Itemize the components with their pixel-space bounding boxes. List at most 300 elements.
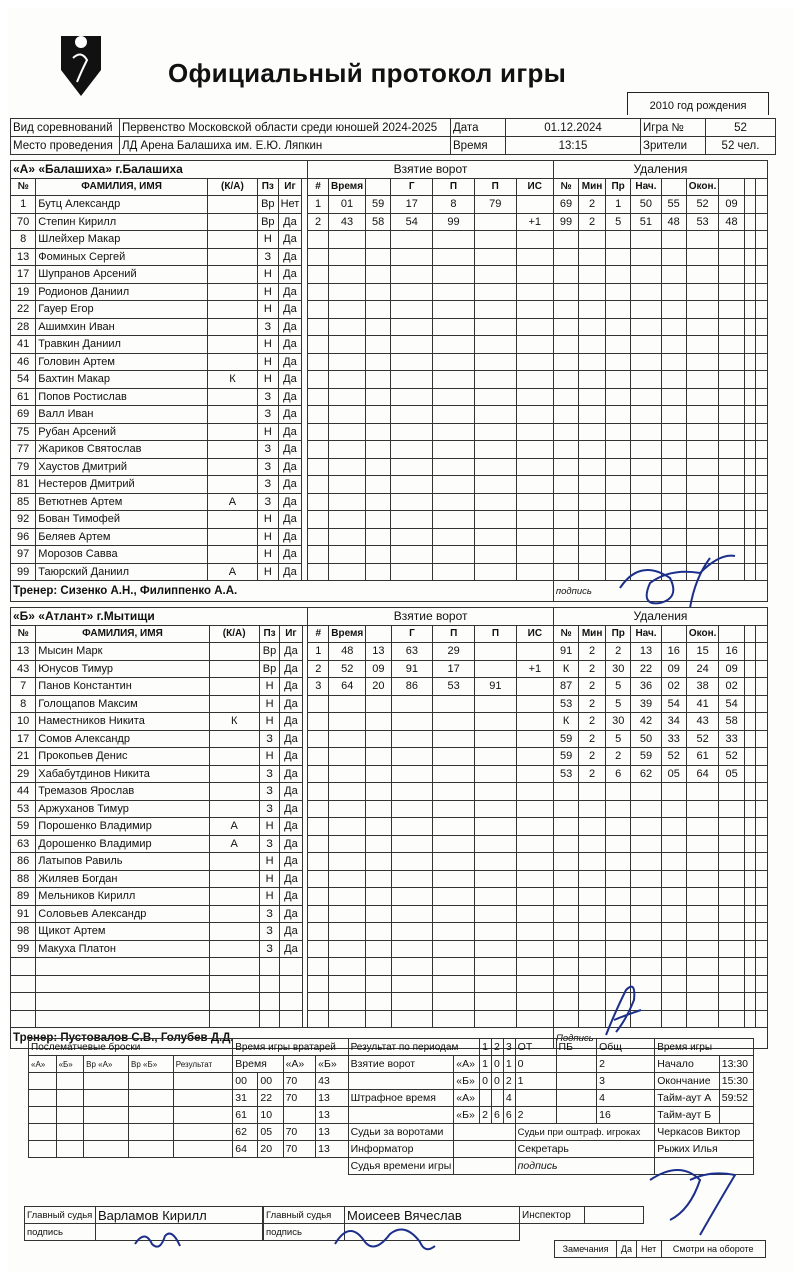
player-role xyxy=(207,528,257,546)
player-played: Да xyxy=(278,441,302,459)
goal-second xyxy=(366,695,391,713)
goal-situation xyxy=(516,643,553,661)
player-role xyxy=(207,423,257,441)
penalty-reason xyxy=(605,905,630,923)
goal-number xyxy=(308,563,329,581)
penalty-minutes: 2 xyxy=(579,713,606,731)
player-role xyxy=(207,196,257,214)
player-position: Н xyxy=(258,528,279,546)
period-value: 0 xyxy=(491,1073,503,1090)
goal-minute xyxy=(329,336,366,354)
gk-team-a xyxy=(283,1107,316,1124)
time-label: Тайм-аут Б xyxy=(655,1107,720,1124)
player-position: Н xyxy=(258,423,279,441)
goal-assist-2 xyxy=(475,643,517,661)
goal-assist-2 xyxy=(475,695,517,713)
penalty-start-min xyxy=(631,800,661,818)
gk-second: 00 xyxy=(258,1073,283,1090)
player-name: Нестеров Дмитрий xyxy=(36,476,208,494)
player-role xyxy=(207,213,257,231)
player-played: Да xyxy=(278,476,302,494)
player-name: Соловьев Александр xyxy=(36,905,209,923)
penalty-end-sec xyxy=(719,528,744,546)
penalty-player xyxy=(553,283,578,301)
col-header xyxy=(756,625,768,643)
penalty-extra xyxy=(744,248,756,266)
period-goals-a: 1 xyxy=(503,1056,515,1073)
goal-number xyxy=(308,318,329,336)
team-title: «А» «Балашиха» г.Балашиха xyxy=(11,161,308,179)
col-header: ФАМИЛИЯ, ИМЯ xyxy=(36,178,208,196)
time-value: 59:52 xyxy=(719,1090,753,1107)
goal-situation xyxy=(516,283,553,301)
penalty-reason xyxy=(605,388,630,406)
goal-number xyxy=(308,975,329,993)
player-row xyxy=(11,283,768,301)
penalty-end-sec xyxy=(719,975,744,993)
goal-number xyxy=(308,511,329,529)
goal-situation xyxy=(516,423,553,441)
penalty-start-min xyxy=(631,353,661,371)
remarks-no[interactable]: Нет xyxy=(636,1241,661,1258)
secretary-sign-label: подпись xyxy=(515,1158,655,1175)
goal-scorer xyxy=(391,835,433,853)
goal-second xyxy=(366,301,391,319)
player-name: Бахтин Макар xyxy=(36,371,208,389)
goal-number xyxy=(308,818,329,836)
player-played xyxy=(280,1010,302,1028)
penalty-extra xyxy=(756,283,768,301)
penalty-end-min xyxy=(686,441,719,459)
col-header: # xyxy=(308,625,329,643)
col-header: Нач. xyxy=(631,625,661,643)
shootout-cell xyxy=(84,1141,129,1158)
goal-number xyxy=(308,888,329,906)
goal-assist-2 xyxy=(474,353,516,371)
penalty-end-sec: 48 xyxy=(719,213,744,231)
penalty-minutes: 2 xyxy=(579,748,606,766)
penalty-player xyxy=(553,905,578,923)
goal-assist-1 xyxy=(433,695,475,713)
penalty-extra xyxy=(756,748,768,766)
player-played: Да xyxy=(278,301,302,319)
penalty-reason xyxy=(605,888,630,906)
penalty-player xyxy=(553,563,578,581)
penalty-extra xyxy=(744,1010,756,1028)
goal-second: 20 xyxy=(366,678,391,696)
penalty-reason xyxy=(605,800,630,818)
player-row xyxy=(11,905,768,923)
period-goals-a: 2 xyxy=(597,1056,655,1073)
player-role xyxy=(209,695,259,713)
player-name: Хаустов Дмитрий xyxy=(36,458,208,476)
penalty-end-min xyxy=(686,353,719,371)
penalty-minutes xyxy=(579,888,606,906)
penalty-extra xyxy=(744,423,756,441)
player-name: Родионов Даниил xyxy=(36,283,208,301)
player-name: Степин Кирилл xyxy=(36,213,208,231)
shootout-title: Послематчевые броски xyxy=(29,1039,233,1056)
goal-assist-2 xyxy=(475,870,517,888)
goal-assist-1 xyxy=(433,476,475,494)
goal-second xyxy=(366,975,391,993)
period-goals-a: 0 xyxy=(515,1056,556,1073)
goal-assist-1 xyxy=(433,888,475,906)
player-played: Да xyxy=(278,353,302,371)
team-title-row xyxy=(11,161,768,179)
penalty-player: 87 xyxy=(553,678,578,696)
penalty-extra xyxy=(756,783,768,801)
penalty-end-min xyxy=(686,783,719,801)
penalty-extra xyxy=(744,476,756,494)
penalty-reason: 30 xyxy=(605,660,630,678)
penalty-start-min xyxy=(631,818,661,836)
penalty-start-sec: 09 xyxy=(661,660,686,678)
penalty-start-min xyxy=(631,783,661,801)
goal-minute xyxy=(329,818,366,836)
penalty-end-sec xyxy=(719,318,744,336)
penalty-extra xyxy=(744,713,756,731)
goal-situation xyxy=(516,528,553,546)
penalty-start-sec xyxy=(661,800,686,818)
goal-assist-2 xyxy=(475,905,517,923)
penalty-start-sec xyxy=(661,993,686,1011)
penalty-end-sec xyxy=(719,818,744,836)
goal-assist-2 xyxy=(474,283,516,301)
penalty-extra xyxy=(744,563,756,581)
player-name: Хабабутдинов Никита xyxy=(36,765,209,783)
goal-assist-2 xyxy=(474,266,516,284)
penalty-minutes: 2 xyxy=(579,643,606,661)
player-role xyxy=(209,958,259,976)
penalties-header: Удаления xyxy=(553,161,767,179)
player-played: Да xyxy=(280,643,302,661)
shootout-cell xyxy=(173,1090,233,1107)
penalty-extra xyxy=(756,678,768,696)
player-number: 19 xyxy=(11,283,36,301)
col-header: ИС xyxy=(516,625,553,643)
gk-team-b: 13 xyxy=(316,1090,348,1107)
player-name: Мысин Марк xyxy=(36,643,209,661)
goal-scorer xyxy=(391,248,433,266)
penalty-extra xyxy=(756,958,768,976)
goal-minute xyxy=(329,476,366,494)
penalty-extra xyxy=(744,511,756,529)
player-role xyxy=(209,853,259,871)
goal-assist-2 xyxy=(475,993,517,1011)
goal-minute xyxy=(329,528,366,546)
player-position: З xyxy=(259,940,280,958)
goal-assist-1 xyxy=(433,353,475,371)
period-value: 2 xyxy=(480,1107,492,1124)
penalty-reason xyxy=(605,283,630,301)
penalty-end-min: 52 xyxy=(686,730,719,748)
goal-scorer xyxy=(391,301,433,319)
player-number: 7 xyxy=(11,678,36,696)
goal-number xyxy=(308,301,329,319)
player-role xyxy=(209,1010,259,1028)
goal-situation xyxy=(516,458,553,476)
player-position: Н xyxy=(259,888,280,906)
goal-situation xyxy=(516,993,553,1011)
penalty-reason xyxy=(605,528,630,546)
goal-assist-1: 29 xyxy=(433,643,475,661)
penalty-start-min xyxy=(631,476,661,494)
player-name: Панов Константин xyxy=(36,678,209,696)
penalty-player: 59 xyxy=(553,748,578,766)
penalty-start-sec xyxy=(661,905,686,923)
player-position: Н xyxy=(258,301,279,319)
player-position: Вр xyxy=(258,196,279,214)
goal-minute xyxy=(329,266,366,284)
penalty-end-sec xyxy=(719,231,744,249)
player-role xyxy=(209,783,259,801)
penalty-end-min xyxy=(686,371,719,389)
goal-minute xyxy=(329,940,366,958)
team-title-row xyxy=(11,608,768,626)
remarks-label: Замечания xyxy=(555,1241,617,1258)
goal-second xyxy=(366,563,391,581)
penalty-extra xyxy=(756,713,768,731)
penalty-extra xyxy=(756,643,768,661)
player-row xyxy=(11,730,768,748)
player-name xyxy=(36,958,209,976)
player-number: 79 xyxy=(11,458,36,476)
goal-assist-1 xyxy=(433,818,475,836)
player-number: 59 xyxy=(11,818,36,836)
period-value: 1 xyxy=(515,1073,556,1090)
goal-scorer: 17 xyxy=(391,196,433,214)
penalty-reason: 30 xyxy=(605,713,630,731)
penalty-minutes: 2 xyxy=(579,213,606,231)
goal-second xyxy=(366,336,391,354)
penalty-player: 69 xyxy=(553,196,578,214)
goal-number xyxy=(308,371,329,389)
col-header: П xyxy=(433,178,475,196)
goal-scorer xyxy=(391,940,433,958)
goal-minute xyxy=(329,231,366,249)
player-role xyxy=(209,748,259,766)
penalty-end-sec: 05 xyxy=(719,765,744,783)
time-label: Окончание xyxy=(655,1073,720,1090)
goal-scorer xyxy=(391,818,433,836)
player-position: Н xyxy=(258,371,279,389)
goal-situation: +1 xyxy=(516,660,553,678)
penalty-start-min xyxy=(631,528,661,546)
penalty-minutes xyxy=(579,511,606,529)
period-value: 0 xyxy=(480,1073,492,1090)
goal-situation xyxy=(516,783,553,801)
penalty-end-min xyxy=(686,528,719,546)
goal-scorer xyxy=(391,765,433,783)
penalty-extra xyxy=(756,975,768,993)
player-row xyxy=(11,660,768,678)
penalty-minutes xyxy=(579,783,606,801)
player-played: Да xyxy=(280,940,302,958)
goal-number xyxy=(308,388,329,406)
gk-second: 05 xyxy=(258,1124,283,1141)
goal-scorer xyxy=(391,388,433,406)
goal-number xyxy=(308,765,329,783)
player-name: Жариков Святослав xyxy=(36,441,208,459)
goal-number: 1 xyxy=(308,643,329,661)
penalty-end-min xyxy=(686,888,719,906)
penalty-start-min: 59 xyxy=(631,748,661,766)
goal-scorer xyxy=(391,441,433,459)
goal-situation xyxy=(516,336,553,354)
time-value: 13:15 xyxy=(506,137,641,155)
player-row xyxy=(11,318,768,336)
col-header xyxy=(366,178,391,196)
goal-scorer xyxy=(391,423,433,441)
penalty-end-min: 64 xyxy=(686,765,719,783)
player-role xyxy=(209,993,259,1011)
player-position: Н xyxy=(258,511,279,529)
goal-situation xyxy=(516,800,553,818)
goal-second xyxy=(366,835,391,853)
penalty-end-min: 53 xyxy=(686,213,719,231)
player-played: Нет xyxy=(278,196,302,214)
col-header xyxy=(366,625,391,643)
goal-situation xyxy=(516,748,553,766)
penalty-end-min xyxy=(686,423,719,441)
penalty-minutes xyxy=(579,336,606,354)
penalty-minutes xyxy=(579,301,606,319)
player-number: 99 xyxy=(11,940,36,958)
shootout-col: Вр «А» xyxy=(84,1056,129,1073)
goal-assist-2 xyxy=(475,835,517,853)
penalty-extra xyxy=(756,660,768,678)
shootout-cell xyxy=(173,1073,233,1090)
player-row xyxy=(11,643,768,661)
goal-number xyxy=(308,493,329,511)
goal-assist-2 xyxy=(475,783,517,801)
goal-minute xyxy=(329,888,366,906)
goal-second: 59 xyxy=(366,196,391,214)
goal-situation xyxy=(516,1010,553,1028)
penalty-player xyxy=(553,923,578,941)
goal-number xyxy=(308,940,329,958)
goal-minute xyxy=(329,371,366,389)
goal-minute xyxy=(329,923,366,941)
goal-assist-1 xyxy=(433,318,475,336)
period-goals-a: 0 xyxy=(491,1056,503,1073)
coach-b-signature xyxy=(596,980,656,1040)
penalty-extra xyxy=(756,371,768,389)
goal-second: 13 xyxy=(366,643,391,661)
period-value: 16 xyxy=(597,1107,655,1124)
player-position xyxy=(259,975,280,993)
player-row xyxy=(11,800,768,818)
col-header xyxy=(719,178,744,196)
shootout-cell xyxy=(29,1107,57,1124)
player-position: З xyxy=(258,458,279,476)
penalty-extra xyxy=(744,371,756,389)
goal-second xyxy=(366,283,391,301)
penalty-extra xyxy=(744,818,756,836)
penalty-end-min xyxy=(686,388,719,406)
goal-assist-2 xyxy=(474,528,516,546)
goal-situation xyxy=(516,353,553,371)
goal-minute xyxy=(329,458,366,476)
penalty-end-sec xyxy=(719,336,744,354)
penalty-minutes xyxy=(579,248,606,266)
shootout-cell xyxy=(129,1107,174,1124)
penalty-start-sec xyxy=(661,458,686,476)
goal-minute xyxy=(329,783,366,801)
player-role: А xyxy=(207,493,257,511)
penalty-extra xyxy=(756,765,768,783)
goal-scorer xyxy=(391,406,433,424)
gk-col: «Б» xyxy=(316,1056,348,1073)
competition-value: Первенство Московской области среди юношей 2024-2025 xyxy=(120,119,451,137)
penalty-start-sec xyxy=(661,283,686,301)
player-position: З xyxy=(258,318,279,336)
player-played: Да xyxy=(280,923,302,941)
player-role: А xyxy=(209,818,259,836)
player-number xyxy=(11,1010,36,1028)
player-row xyxy=(11,940,768,958)
goal-assist-1 xyxy=(433,493,475,511)
player-number: 8 xyxy=(11,231,36,249)
goal-minute xyxy=(329,283,366,301)
player-position: З xyxy=(259,765,280,783)
goal-second xyxy=(366,511,391,529)
goal-scorer xyxy=(391,695,433,713)
penalty-minutes xyxy=(579,388,606,406)
player-played: Да xyxy=(280,800,302,818)
goal-assist-1 xyxy=(433,853,475,871)
goal-number xyxy=(308,458,329,476)
time-label: Тайм-аут А xyxy=(655,1090,720,1107)
penalty-start-min xyxy=(631,371,661,389)
col-header: Г xyxy=(391,625,433,643)
penalty-extra xyxy=(744,748,756,766)
penalty-start-min xyxy=(631,923,661,941)
penalty-extra xyxy=(756,800,768,818)
goal-minute: 48 xyxy=(329,643,366,661)
player-row xyxy=(11,441,768,459)
referee-2-signature xyxy=(330,1214,440,1258)
player-name xyxy=(36,993,209,1011)
goal-assist-2 xyxy=(474,406,516,424)
venue-label: Место проведения xyxy=(11,137,120,155)
goal-situation xyxy=(516,318,553,336)
penalty-extra xyxy=(744,231,756,249)
coach-names: Тренер: Пустовалов С.В., Голубев Д.Д. xyxy=(11,1028,554,1049)
team-tag: «Б» xyxy=(454,1107,480,1124)
gk-second: 20 xyxy=(258,1141,283,1158)
player-name xyxy=(36,975,209,993)
goal-assist-2 xyxy=(475,888,517,906)
player-played: Да xyxy=(278,266,302,284)
col-header: Г xyxy=(391,178,433,196)
goal-scorer xyxy=(391,458,433,476)
goal-minute xyxy=(329,353,366,371)
penalty-end-sec: 09 xyxy=(719,196,744,214)
penalty-start-min xyxy=(631,283,661,301)
penalty-player xyxy=(553,493,578,511)
period-value: 2 xyxy=(515,1107,556,1124)
penalty-reason xyxy=(605,870,630,888)
player-name: Попов Ростислав xyxy=(36,388,208,406)
player-row xyxy=(11,870,768,888)
penalty-end-sec xyxy=(719,248,744,266)
penalty-end-min xyxy=(686,248,719,266)
remarks-yes[interactable]: Да xyxy=(617,1241,637,1258)
player-row xyxy=(11,765,768,783)
goal-assist-1 xyxy=(433,958,475,976)
